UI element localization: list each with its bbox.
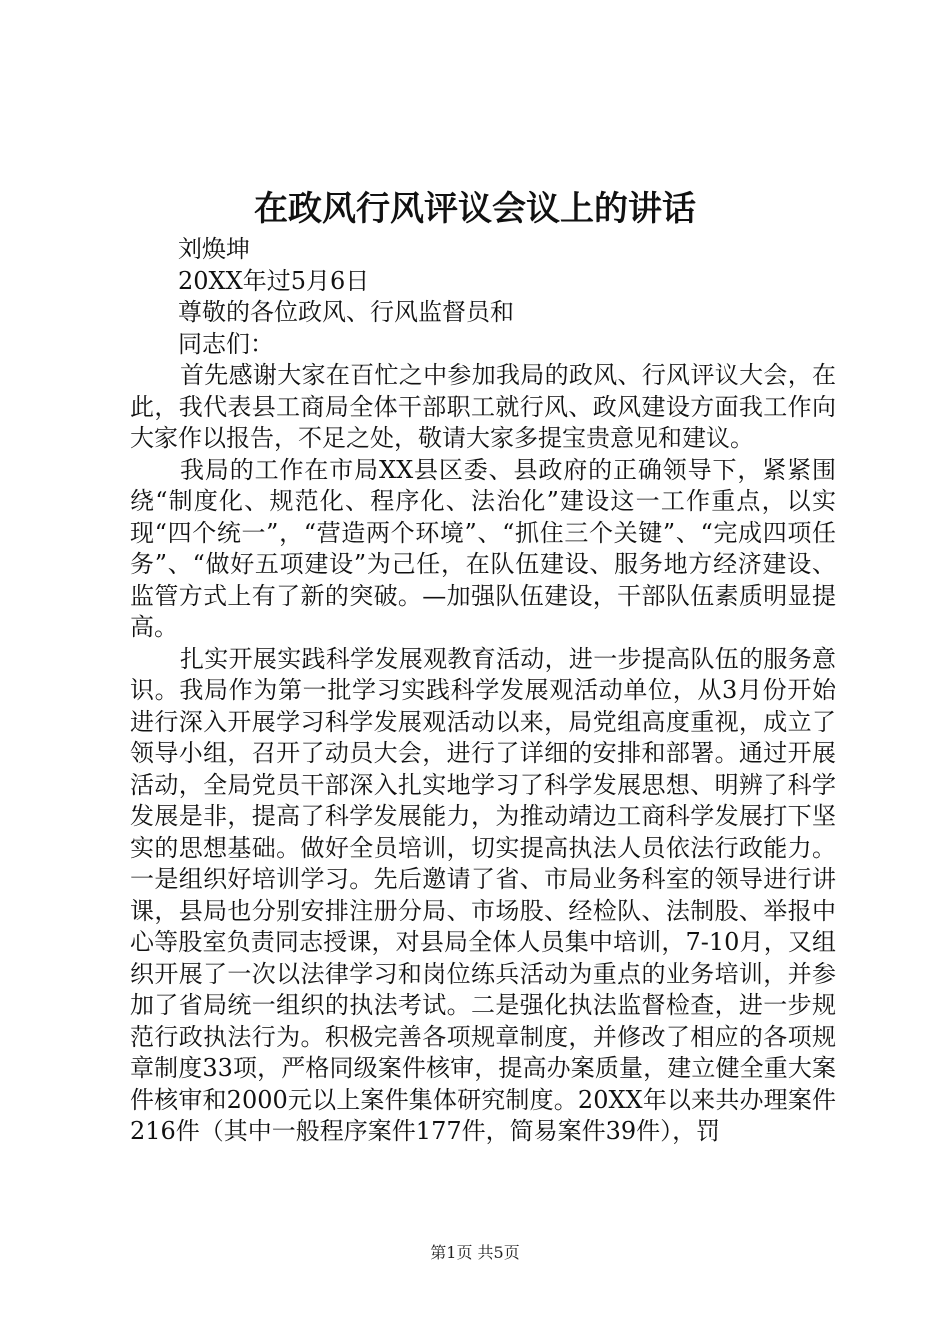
author-name: 刘焕坤: [178, 235, 250, 263]
page-footer: 第1页 共5页: [430, 1243, 520, 1262]
document-body: [130, 234, 836, 1148]
paragraph-1: 首先感谢大家在百忙之中参加我局的政风、行风评议大会，在此，我代表县工商局全体干部职工就行风、政风建设方面我工作向大家作以报告，不足之处，敬请大家多提宝贵意见和建议。: [130, 361, 836, 452]
paragraph-2: 我局的工作在市局XX县区委、县政府的正确领导下，紧紧围绕“制度化、规范化、程序化、法治化”建设这一工作重点，以实现“四个统一”，“营造两个环境”、“抓住三个关键”、“完成四项任务”、“做好五项建设”为己任，在队伍建设、服务地方经济建设、监管方式上有了新的突破。—加强队伍建设，干部队伍素质明显提高。: [130, 455, 836, 641]
salutation-line-2: 同志们：: [178, 329, 274, 358]
salutation-line-1: 尊敬的各位政风、行风监督员和: [178, 298, 514, 326]
document-title: 在政风行风评议会议上的讲话: [254, 189, 696, 229]
paragraph-3: 扎实开展实践科学发展观教育活动，进一步提高队伍的服务意识。我局作为第一批学习实践科学发展观活动单位，从3月份开始进行深入开展学习科学发展观活动以来，局党组高度重视，成立了领导小组，召开了动员大会，进行了详细的安排和部署。通过开展活动，全局党员干部深入扎实地学习了科学发展思想、明辨了科学发展是非，提高了科学发展能力，为推动靖边工商科学发展打下坚实的思想基础。做好全员培训，切实提高执法人员依法行政能力。一是组织好培训学习。先后邀请了省、市局业务科室的领导进行讲课，县局也分别安排注册分局、市场股、经检队、法制股、举报中心等股室负责同志授课，对县局全体人员集中培训，7-10月，又组织开展了一次以法律学习和岗位练兵活动为重点的业务培训，并参加了省局统一组织的执法考试。二是强化执法监督检查，进一步规范行政执法行为。积极完善各项规章制度，并修改了相应的各项规章制度33项，严格同级案件核审，提高办案质量，建立健全重大案件核审和2000元以上案件集体研究制度。20XX年以来共办理案件216件（其中一般程序案件177件，简易案件39件），罚: [130, 644, 836, 1145]
speech-date: 20XX年过5月6日: [178, 266, 370, 295]
